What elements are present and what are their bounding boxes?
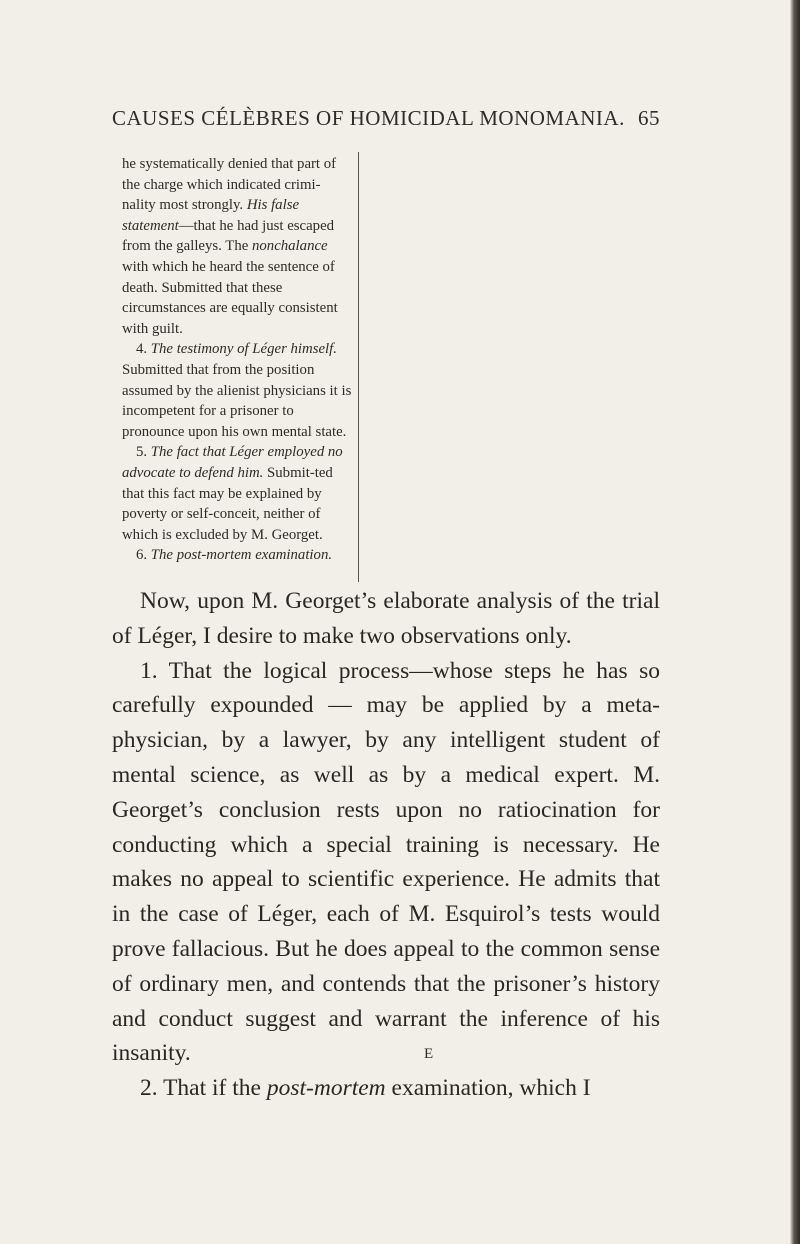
- body-text: 2. That if the: [140, 1075, 267, 1102]
- margin-note-item-4: [122, 339, 352, 442]
- item-number: 6.: [136, 547, 151, 564]
- page-number: 65: [638, 106, 660, 130]
- page-edge: [790, 0, 800, 1244]
- item-text: Submitted that from the position assumed by the alienist physicians it is incompetent for a prisoner to pronounce upon his own mental state.: [122, 361, 352, 440]
- margin-note-text: with which he heard the sentence of death. Submitted that these circumstances are equally consistent with guilt.: [122, 258, 338, 337]
- item-heading: The testimony of Léger himself.: [150, 341, 337, 358]
- item-heading: The post-mortem examination.: [150, 547, 333, 564]
- margin-note-emphasis: nonchalance: [252, 238, 328, 255]
- body-paragraph: Now, upon M. Georget’s elaborate analysis of the trial of Léger, I desire to make two observations only.: [112, 588, 660, 649]
- item-text: Submit-ted that this fact may be explained by poverty or self-conceit, neither of which is excluded by M. Georget.: [122, 464, 333, 543]
- margin-note-rule: [358, 152, 359, 582]
- margin-note-item-6: [122, 545, 352, 566]
- margin-note-block: [122, 154, 352, 566]
- item-heading: The fact that Léger employed no advocate to defend him.: [122, 444, 343, 481]
- running-title: CAUSES CÉLÈBRES OF HOMICIDAL MONOMANIA.: [112, 106, 625, 130]
- body-text: examination, which I: [385, 1075, 591, 1102]
- body-paragraph: 1. That the logical process—whose steps he has so carefully expounded — may be applied by a meta-physician, by a lawyer, by any intelligent student of mental science, as well as by a medical expert. M. Georget’s conclusion rests upon no ratiocination for conducting which a special training is necessary. He makes no appeal to scientific experience. He admits that in the case of Léger, each of M. Esquirol’s tests would prove fallacious. But he does appeal to the common sense of ordinary men, and contends that the prisoner’s history and conduct suggest and warrant the inference of his insanity.: [112, 657, 660, 1067]
- item-number: 4.: [136, 341, 151, 358]
- margin-note-text: —that he had just escaped from the galleys. The: [122, 217, 335, 255]
- signature-mark: E: [424, 1046, 434, 1062]
- body-paragraph: [112, 1071, 660, 1106]
- margin-note-item-5: [122, 442, 352, 545]
- margin-note-text: he systematically denied that part of the charge which indicated crimi-nality most strongly.: [122, 156, 337, 214]
- item-number: 5.: [136, 444, 151, 461]
- main-text: [112, 584, 660, 1106]
- body-emphasis: post-mortem: [266, 1075, 386, 1102]
- margin-note-paragraph: [122, 154, 352, 339]
- margin-note-emphasis: His false statement: [122, 197, 300, 234]
- running-header: [112, 106, 660, 131]
